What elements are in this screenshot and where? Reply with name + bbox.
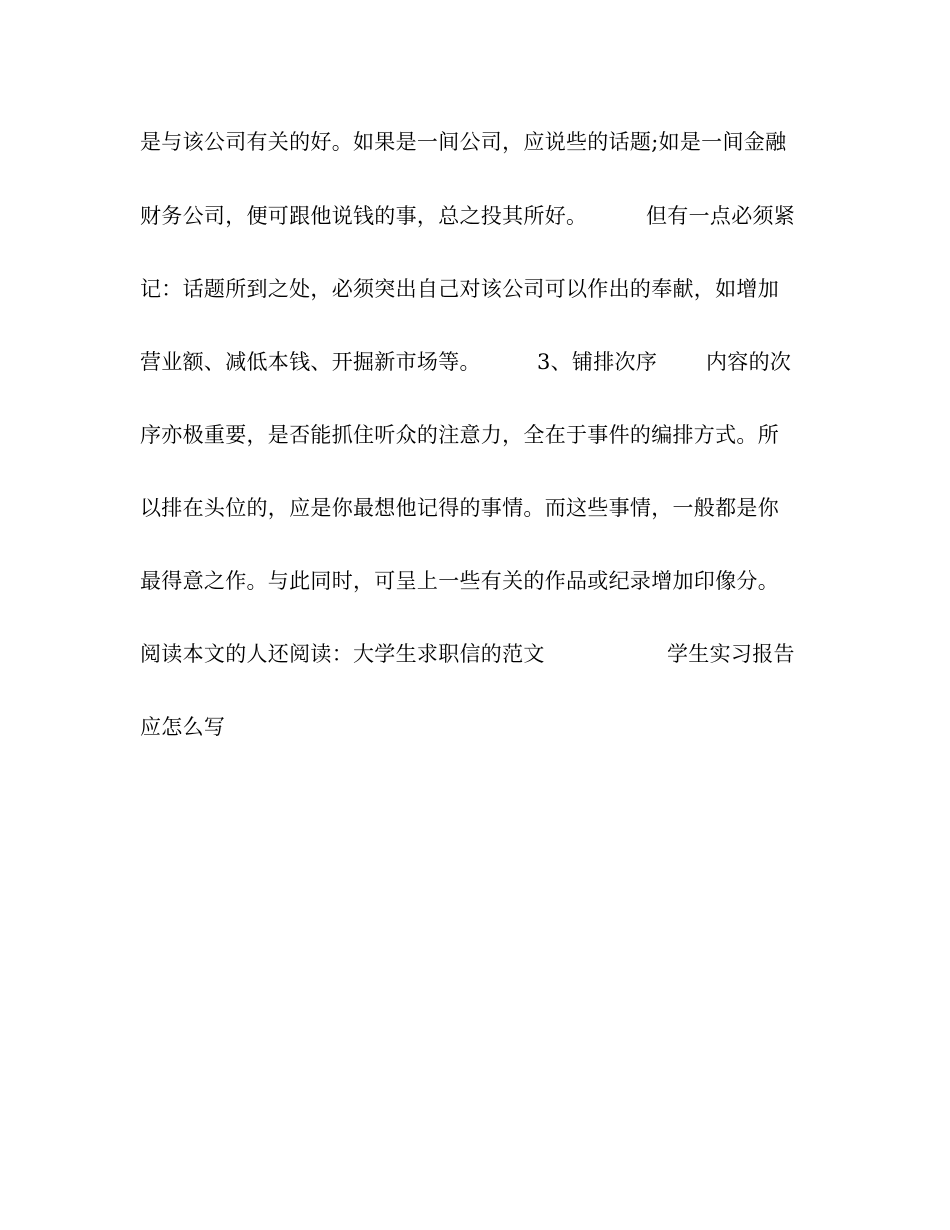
- text-segment: 是与该公司有关的好。如果是一间公司，应说些的话题;如是一间金融: [140, 130, 787, 154]
- text-segment: 记：话题所到之处，必须突出自己对该公司可以作出的奉献，如增加: [140, 277, 779, 301]
- text-segment: 序亦极重要，是否能抓住听众的注意力，全在于事件的编排方式。所: [140, 423, 779, 447]
- text-segment: 以排在头位的，应是你最想他记得的事情。而这些事情，一般都是你: [140, 496, 779, 520]
- text-segment: 营业额、减低本钱、开掘新市场等。: [140, 350, 481, 374]
- text-segment: 学生实习报告: [667, 642, 795, 666]
- text-segment: 3、铺排次序: [537, 350, 658, 374]
- text-segment: 阅读本文的人还阅读：大学生求职信的范文: [140, 642, 545, 666]
- text-segment: 但有一点必须紧: [646, 204, 796, 228]
- text-segment: 财务公司，便可跟他说钱的事，总之投其所好。: [140, 204, 588, 228]
- text-segment: 内容的次: [706, 350, 792, 374]
- text-segment: 最得意之作。与此同时，可呈上一些有关的作品或纪录增加印像分。: [140, 569, 779, 593]
- text-segment: 应怎么写: [140, 715, 226, 739]
